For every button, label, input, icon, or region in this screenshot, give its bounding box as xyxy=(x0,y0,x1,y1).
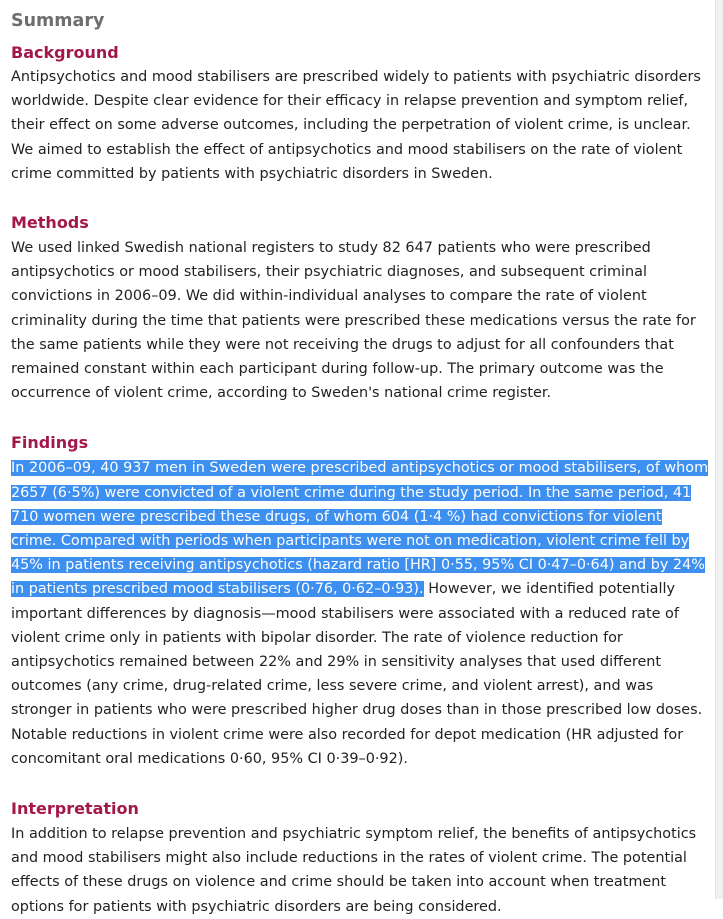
findings-heading: Findings xyxy=(11,433,89,453)
vertical-scrollbar[interactable] xyxy=(715,0,723,899)
interpretation-text[interactable]: In addition to relapse prevention and psychiatric symptom relief, the benefits of antipsychotics and mood stabilisers might also include reductions in the rates of violent crime. The potential effects of these drugs on violence and crime should be taken into account when treatment options for patients with psychiatric disorders are being considered. xyxy=(11,826,697,915)
selected-text-highlight[interactable]: In 2006–09, 40 937 men in Sweden were prescribed antipsychotics or mood stabilisers, of whom 2657 (6·5%) were convicted of a violent crime during the study period. In the same period, 41 710 women were prescribed these drugs, of whom 604 (1·4 %) had convictions for violent crime. Compared with periods when participants were not on medication, violent crime fell by 45% in patients receiving antipsychotics (hazard ratio [HR] 0·55, 95% CI 0·47–0·64) and by 24% in patients prescribed mood stabilisers (0·76, 0·62–0·93). xyxy=(11,460,709,598)
summary-title: Summary xyxy=(11,11,105,31)
background-section xyxy=(11,42,709,186)
abstract-summary xyxy=(11,0,709,919)
findings-section xyxy=(11,432,709,771)
background-heading: Background xyxy=(11,43,119,62)
findings-text[interactable]: However, we identified potentially important differences by diagnosis—mood stabilisers were associated with a reduced rate of violent crime only in patients with bipolar disorder. The rate of violence reduction for antipsychotics remained between 22% and 29% in sensitivity analyses that used different outcomes (any crime, drug-related crime, less severe crime, and violent arrest), and was stronger in patients who were prescribed higher drug doses than in those prescribed low doses. Notable reductions in violent crime were also recorded for depot medication (HR adjusted for concomitant oral medications 0·60, 95% CI 0·39–0·92). xyxy=(11,581,703,767)
background-text[interactable]: Antipsychotics and mood stabilisers are prescribed widely to patients with psychiatric disorders worldwide. Despite clear evidence for their efficacy in relapse prevention and symptom relief, their effect on some adverse outcomes, including the perpetration of violent crime, is unclear. We aimed to establish the effect of antipsychotics and mood stabilisers on the rate of violent crime committed by patients with psychiatric disorders in Sweden. xyxy=(11,69,701,182)
methods-text[interactable]: We used linked Swedish national registers to study 82 647 patients who were prescribed antipsychotics or mood stabilisers, their psychiatric diagnoses, and subsequent criminal convictions in 2006–09. We did within-individual analyses to compare the rate of violent criminality during the time that patients were prescribed these medications versus the rate for the same patients while they were not receiving the drugs to adjust for all confounders that remained constant within each participant during follow-up. The primary outcome was the occurrence of violent crime, according to Sweden's national crime register. xyxy=(11,240,696,402)
methods-heading: Methods xyxy=(11,213,89,233)
methods-section xyxy=(11,212,709,405)
interpretation-section xyxy=(11,798,709,919)
findings-paragraph[interactable] xyxy=(11,456,709,771)
interpretation-heading: Interpretation xyxy=(11,799,139,819)
